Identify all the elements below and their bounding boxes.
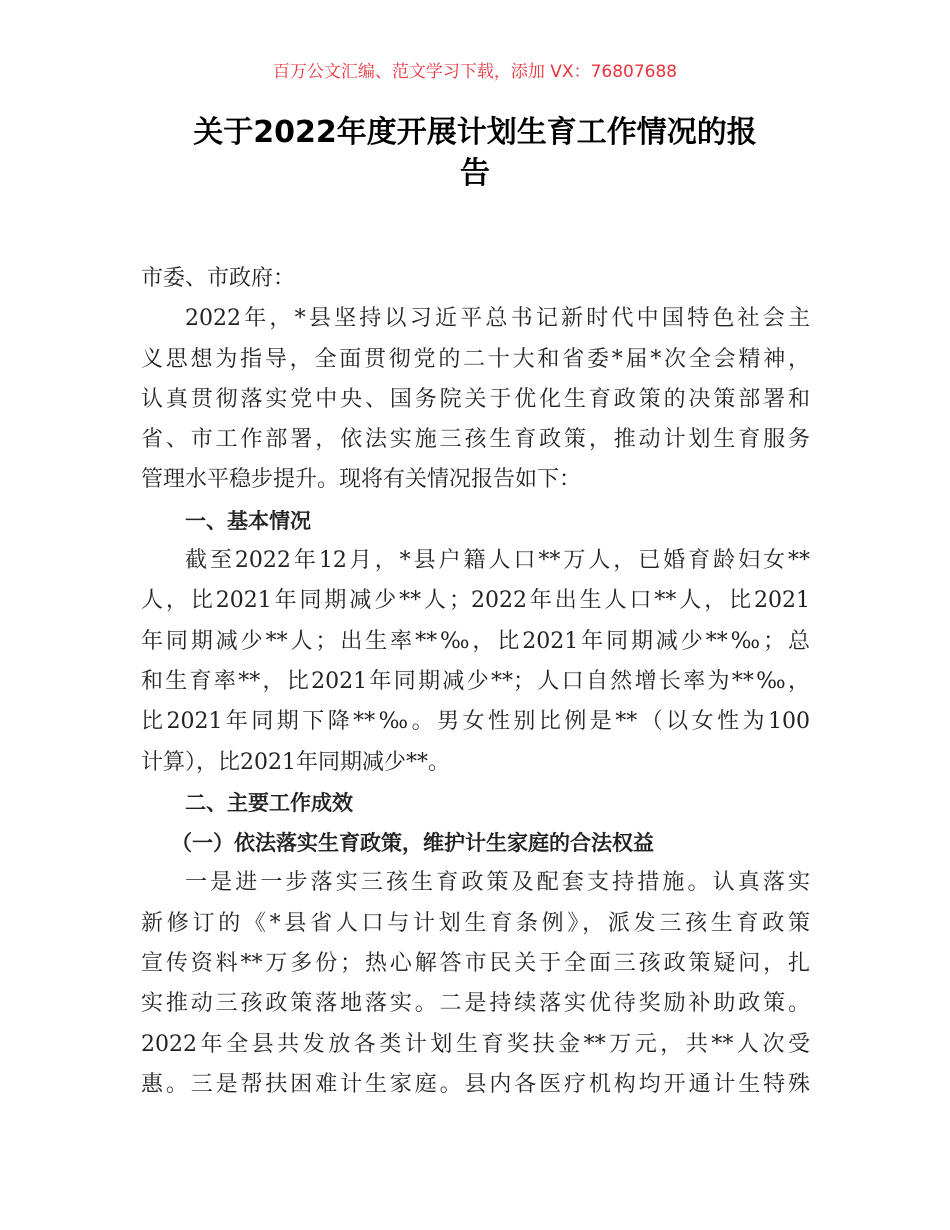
section-heading: 二、主要工作成效 (185, 790, 353, 815)
results-line: 惠。三是帮扶困难计生家庭。县内各医疗机构均开通计生特殊 (141, 1071, 810, 1097)
basic-line: 计算），比2021年同期减少**。 (141, 749, 450, 775)
title-line: 关于2022年度开展计划生育工作情况的报 (193, 115, 757, 150)
basic-line: 比2021年同期下降**‰。男女性别比例是**（以女性为100 (141, 709, 810, 735)
results-line: 宣传资料**万多份；热心解答市民关于全面三孩政策疑问，扎 (141, 951, 810, 977)
subsection-heading: （一）依法落实生育政策，维护计生家庭的合法权益 (171, 831, 654, 856)
title-line: 告 (460, 156, 490, 191)
results-line: 实推动三孩政策落地落实。二是持续落实优待奖励补助政策。 (141, 991, 810, 1017)
results-line: 2022年全县共发放各类计划生育奖扶金**万元，共**人次受 (141, 1031, 810, 1057)
basic-line: 年同期减少**人；出生率**‰，比2021年同期减少**‰；总 (141, 628, 810, 654)
basic-line: 人，比2021年同期减少**人；2022年出生人口**人，比2021 (141, 588, 810, 614)
download-banner: 百万公文汇编、范文学习下载，添加 VX：76807688 (272, 62, 678, 82)
intro-line: 义思想为指导，全面贯彻党的二十大和省委*届*次全会精神， (141, 346, 810, 372)
document-body (141, 259, 810, 1105)
intro-line: 认真贯彻落实党中央、国务院关于优化生育政策的决策部署和 (141, 386, 810, 412)
intro-line: 省、市工作部署，依法实施三孩生育政策，推动计划生育服务 (141, 427, 810, 453)
salutation: 市委、市政府： (141, 266, 296, 291)
basic-line: 和生育率**，比2021年同期减少**；人口自然增长率为**‰， (141, 668, 810, 694)
intro-line: 2022年，*县坚持以习近平总书记新时代中国特色社会主 (185, 306, 810, 332)
document-title (120, 112, 830, 194)
results-line: 一是进一步落实三孩生育政策及配套支持措施。认真落实 (185, 870, 810, 896)
results-line: 新修订的《*县省人口与计划生育条例》，派发三孩生育政策 (141, 910, 810, 936)
basic-line: 截至2022年12月，*县户籍人口**万人，已婚育龄妇女** (185, 548, 810, 574)
section-heading: 一、基本情况 (185, 508, 311, 533)
intro-line: 管理水平稳步提升。现将有关情况报告如下： (141, 467, 582, 493)
